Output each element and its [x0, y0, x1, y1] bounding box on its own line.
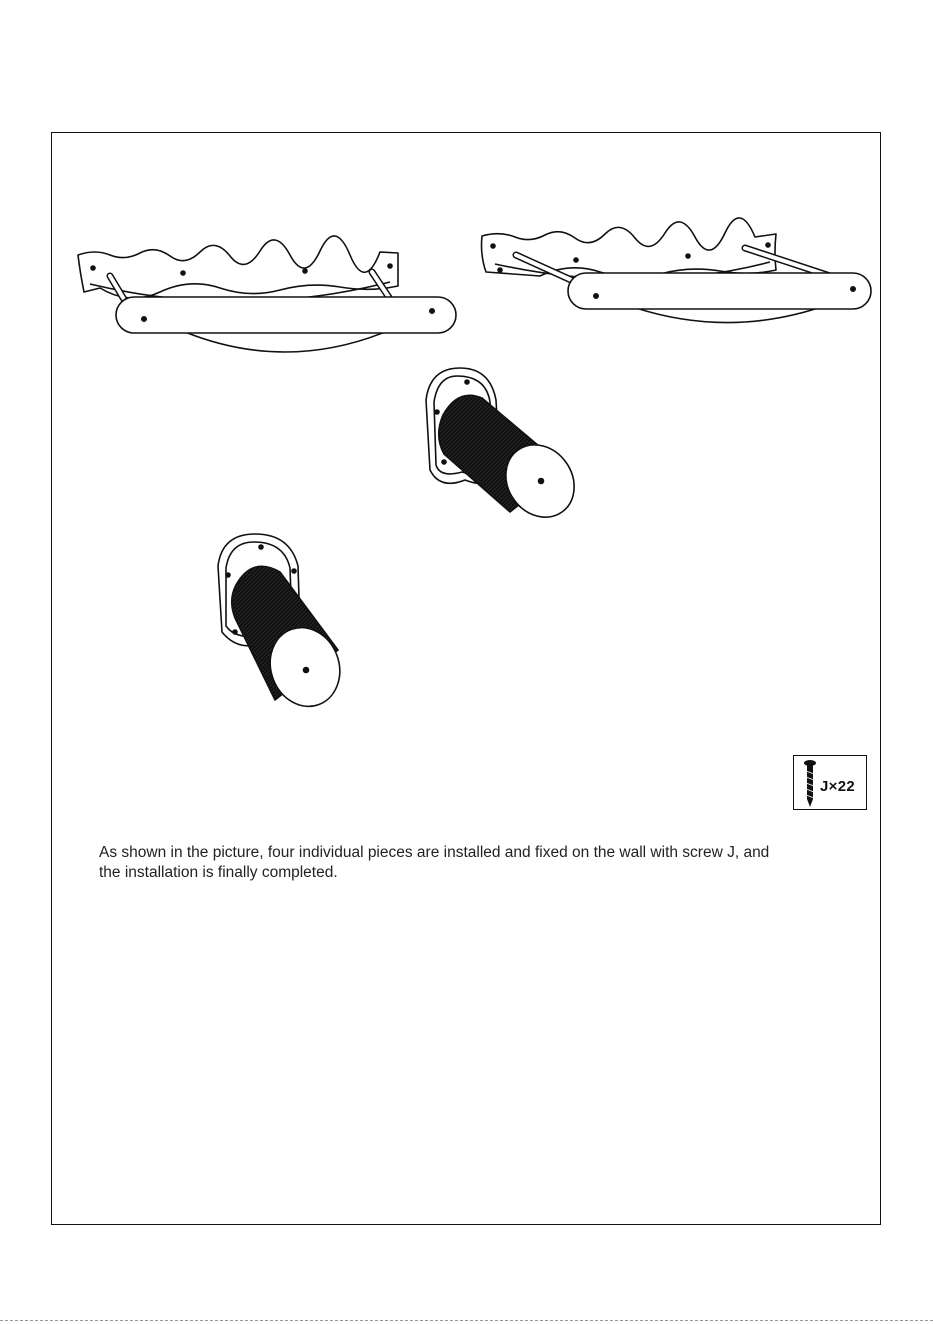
scratching-post-lower [218, 534, 351, 716]
page-bottom-rule [0, 1320, 933, 1321]
screw-icon [800, 758, 820, 808]
hammock-shelf-left [78, 236, 456, 352]
scratching-post-upper [426, 368, 588, 530]
hardware-callout [793, 755, 867, 810]
hardware-quantity-label: J×22 [820, 778, 855, 795]
hammock-shelf-right [482, 218, 872, 323]
instruction-text: As shown in the picture, four individual pieces are installed and fixed on the wall with screw J, and the installation is finally completed. [99, 844, 770, 881]
